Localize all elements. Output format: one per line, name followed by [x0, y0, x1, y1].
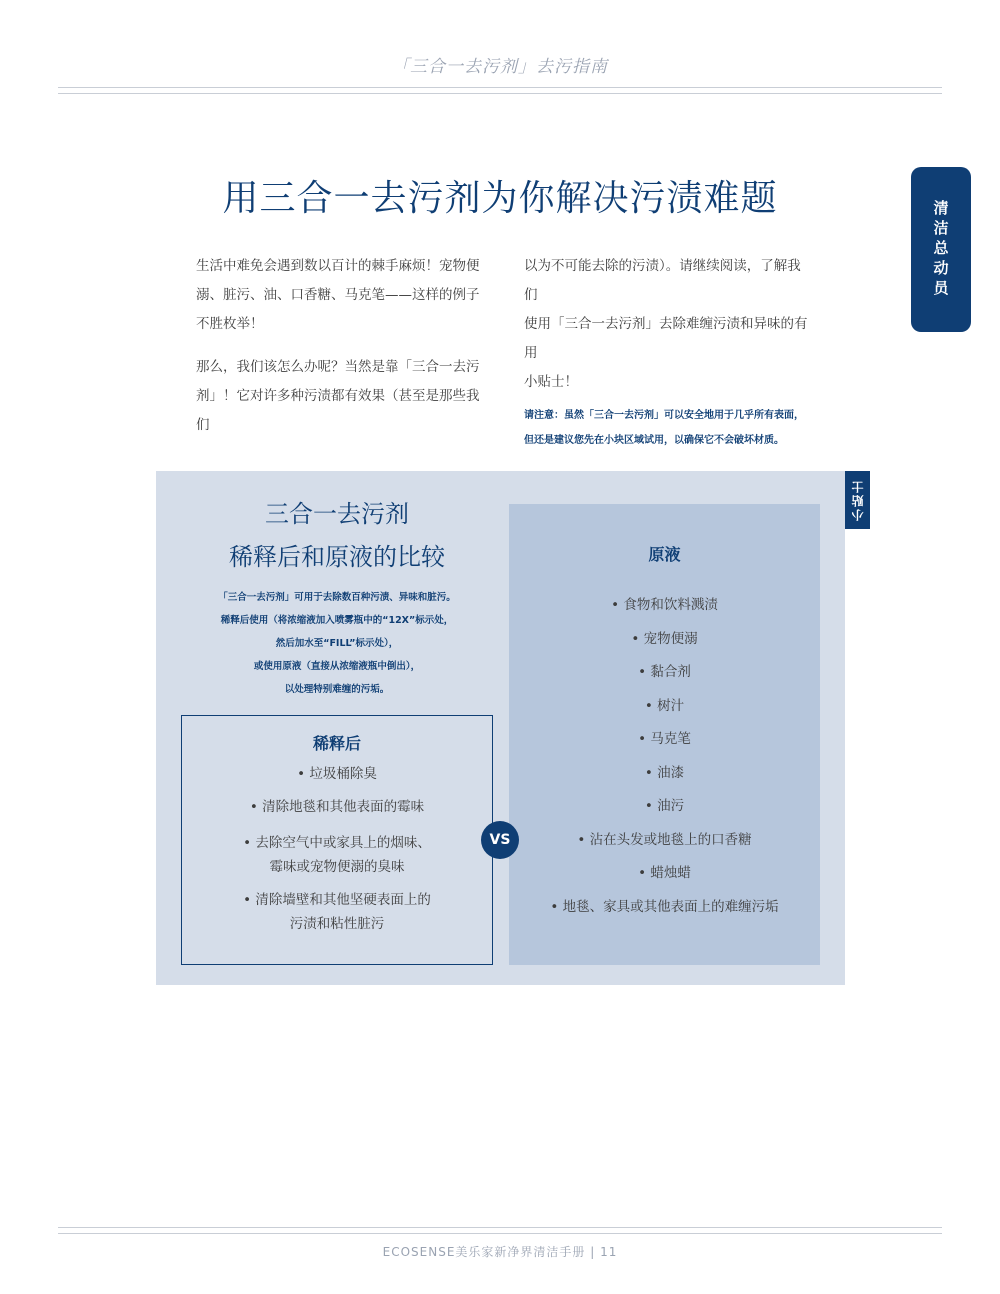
intro-para1-line: 不胜枚举！ [196, 316, 264, 332]
concentrate-item: • 地毯、家具或其他表面上的难缠污垢 [550, 898, 779, 915]
running-header: 「三合一去污剂」去污指南 [392, 57, 608, 77]
side-tab-label: 清洁总动员 [931, 199, 950, 300]
intro-column-right [524, 252, 809, 453]
footer-rule [58, 1227, 942, 1228]
diluted-item: • 清除墙壁和其他坚硬表面上的 污渍和粘性脏污 [243, 892, 431, 932]
note-line: 但还是建议您先在小块区域试用，以确保它不会破坏材质。 [524, 435, 784, 446]
page-title: 用三合一去污剂为你解决污渍难题 [222, 178, 778, 219]
desc-line: 稀释后使用（将浓缩液加入喷雾瓶中的“12X”标示处， [220, 615, 454, 626]
comparison-title-line: 三合一去污剂 [265, 500, 409, 528]
footer-rule-secondary [58, 1233, 942, 1234]
desc-line: 以处理特别难缠的污垢。 [284, 684, 390, 695]
footer-text: ECOSENSE美乐家新净界清洁手册 | 11 [382, 1245, 618, 1259]
desc-line: 「三合一去污剂」可用于去除数百种污渍、异味和脏污。 [218, 592, 456, 603]
concentrate-item: • 食物和饮料溅渍 [611, 597, 718, 613]
concentrate-item: • 油污 [644, 798, 685, 814]
comparison-description [181, 586, 493, 701]
intro-para2-line: 那么，我们该怎么办呢？当然是靠「三合一去污 [196, 359, 480, 375]
concentrate-item: • 树汁 [644, 697, 685, 714]
diluted-item: • 清除地毯和其他表面的霉味 [249, 799, 425, 815]
header-rule [58, 87, 942, 88]
intro-para2-line: 剂」！它对许多种污渍都有效果（甚至是那些我们 [196, 388, 480, 433]
concentrate-item: • 马克笔 [638, 731, 691, 747]
concentrate-box [509, 504, 820, 965]
concentrate-list [509, 589, 820, 924]
concentrate-heading: 原液 [648, 545, 681, 564]
intro-column-left [196, 252, 481, 440]
caution-note [524, 403, 809, 453]
diluted-heading: 稀释后 [312, 734, 361, 753]
intro-para3-line: 使用「三合一去污剂」去除难缠污渍和异味的有用 [524, 316, 808, 361]
concentrate-item: • 黏合剂 [638, 664, 691, 680]
intro-para1-line: 溺、脏污、油、口香糖、马克笔——这样的例子 [196, 287, 480, 303]
comparison-title [181, 493, 493, 579]
vs-badge: VS [481, 821, 519, 859]
intro-para3-line: 小贴士！ [524, 374, 578, 390]
intro-para1-line: 生活中难免会遇到数以百计的棘手麻烦！宠物便 [196, 258, 480, 274]
comparison-title-line: 稀释后和原液的比较 [229, 543, 445, 571]
desc-line: 然后加水至“FILL”标示处）， [275, 638, 399, 649]
tips-tab-label: 小贴士 [851, 479, 865, 521]
concentrate-item: • 蜡烛蜡 [638, 865, 691, 881]
desc-line: 或使用原液（直接从浓缩液瓶中倒出）， [253, 661, 421, 672]
diluted-item: • 垃圾桶除臭 [297, 766, 377, 782]
intro-para3-line: 以为不可能去除的污渍）。请继续阅读，了解我们 [524, 258, 801, 303]
diluted-box [181, 715, 493, 965]
diluted-item: • 去除空气中或家具上的烟味、 霉味或宠物便溺的臭味 [243, 835, 431, 875]
note-line: 请注意：虽然「三合一去污剂」可以安全地用于几乎所有表面， [524, 410, 804, 421]
tips-tab [845, 471, 870, 529]
concentrate-item: • 油漆 [644, 764, 685, 781]
concentrate-item: • 宠物便溺 [631, 630, 698, 647]
concentrate-item: • 沾在头发或地毯上的口香糖 [577, 831, 752, 848]
header-rule-secondary [58, 93, 942, 94]
